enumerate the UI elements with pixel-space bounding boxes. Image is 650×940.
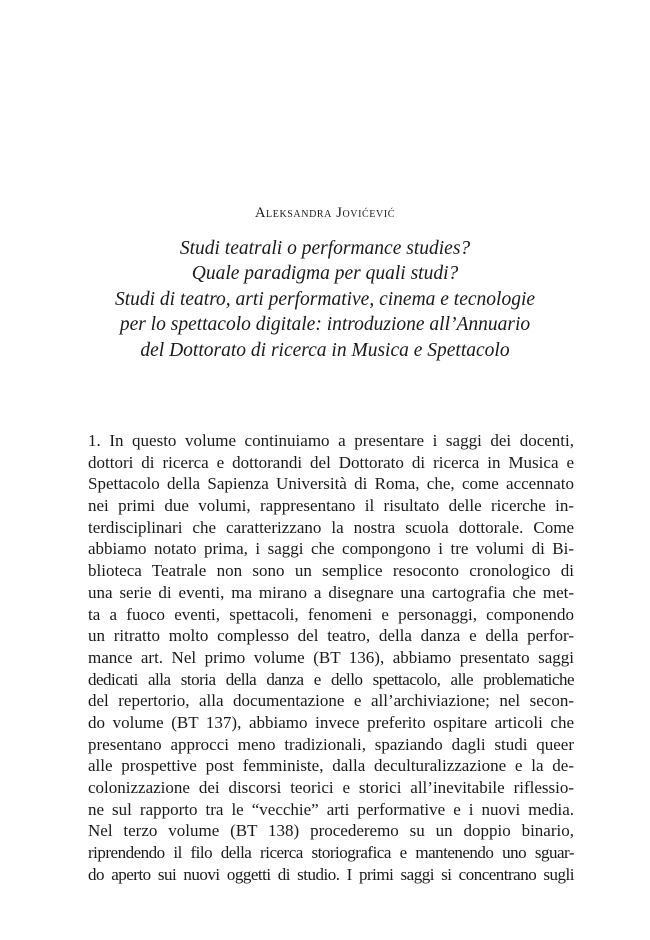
text-line: un ritratto molto complesso del teatro, della danza e della perfor- (88, 626, 574, 646)
text-line: blioteca Teatrale non sono un semplice resoconto cronologico di (88, 561, 574, 581)
text-line: nei primi due volumi, rappresentano il risultato delle ricerche in- (88, 496, 574, 516)
text-line: do volume (BT 137), abbiamo invece preferito ospitare articoli che (88, 712, 574, 732)
text-line: Spettacolo della Sapienza Università di Roma, che, come accennato (88, 474, 574, 494)
text-line: Nel terzo volume (BT 138) procederemo su un doppio binario, (88, 821, 574, 841)
text-line: presentano approcci meno tradizionali, spaziando dagli studi queer (88, 734, 574, 754)
text-line: ne sul rapporto tra le “vecchie” arti performative e i nuovi media. (88, 799, 574, 819)
text-line: dottori di ricerca e dottorandi del Dottorato di ricerca in Musica e (88, 452, 574, 472)
text-line: 1. In questo volume continuiamo a presentare i saggi dei docenti, (88, 431, 574, 450)
text-line: terdisciplinari che caratterizzano la nostra scuola dottorale. Come (88, 517, 574, 537)
text-line: mance art. Nel primo volume (BT 136), abbiamo presentato saggi (88, 647, 574, 667)
chapter-title (60, 236, 590, 363)
text-line: abbiamo notato prima, i saggi che compongono i tre volumi di Bi- (88, 539, 574, 559)
body-paragraph (88, 430, 574, 885)
text-line: dedicati alla storia della danza e dello spettacolo, alle problematiche (88, 669, 574, 689)
text-line: ta a fuoco eventi, spettacoli, fenomeni e personaggi, componendo (88, 604, 574, 624)
title-line: Studi teatrali o performance studies? (179, 238, 471, 259)
title-line: del Dottorato di ricerca in Musica e Spettacolo (140, 339, 510, 361)
text-line: colonizzazione dei discorsi teorici e storici all’inevitabile riflessio- (88, 778, 574, 797)
text-line: una serie di eventi, ma mirano a disegnare una cartografia che met- (88, 582, 574, 602)
text-line: alle prospettive post femministe, dalla deculturalizzazione e la de- (88, 756, 574, 776)
title-line: Studi di teatro, arti performative, cinema e tecnologie (114, 288, 536, 310)
author-name: Aleksandra Jovićević (254, 205, 396, 221)
title-line: per lo spettacolo digitale: introduzione all’Annuario (119, 314, 531, 336)
text-line: del repertorio, alla documentazione e all’archiviazione; nel secon- (88, 691, 574, 711)
text-line: do aperto sui nuovi oggetti di studio. I primi saggi si concentrano sugli (88, 864, 574, 884)
title-line: Quale paradigma per quali studi? (191, 263, 459, 285)
text-line: riprendendo il filo della ricerca storiografica e mantenendo uno sguar- (88, 843, 574, 863)
